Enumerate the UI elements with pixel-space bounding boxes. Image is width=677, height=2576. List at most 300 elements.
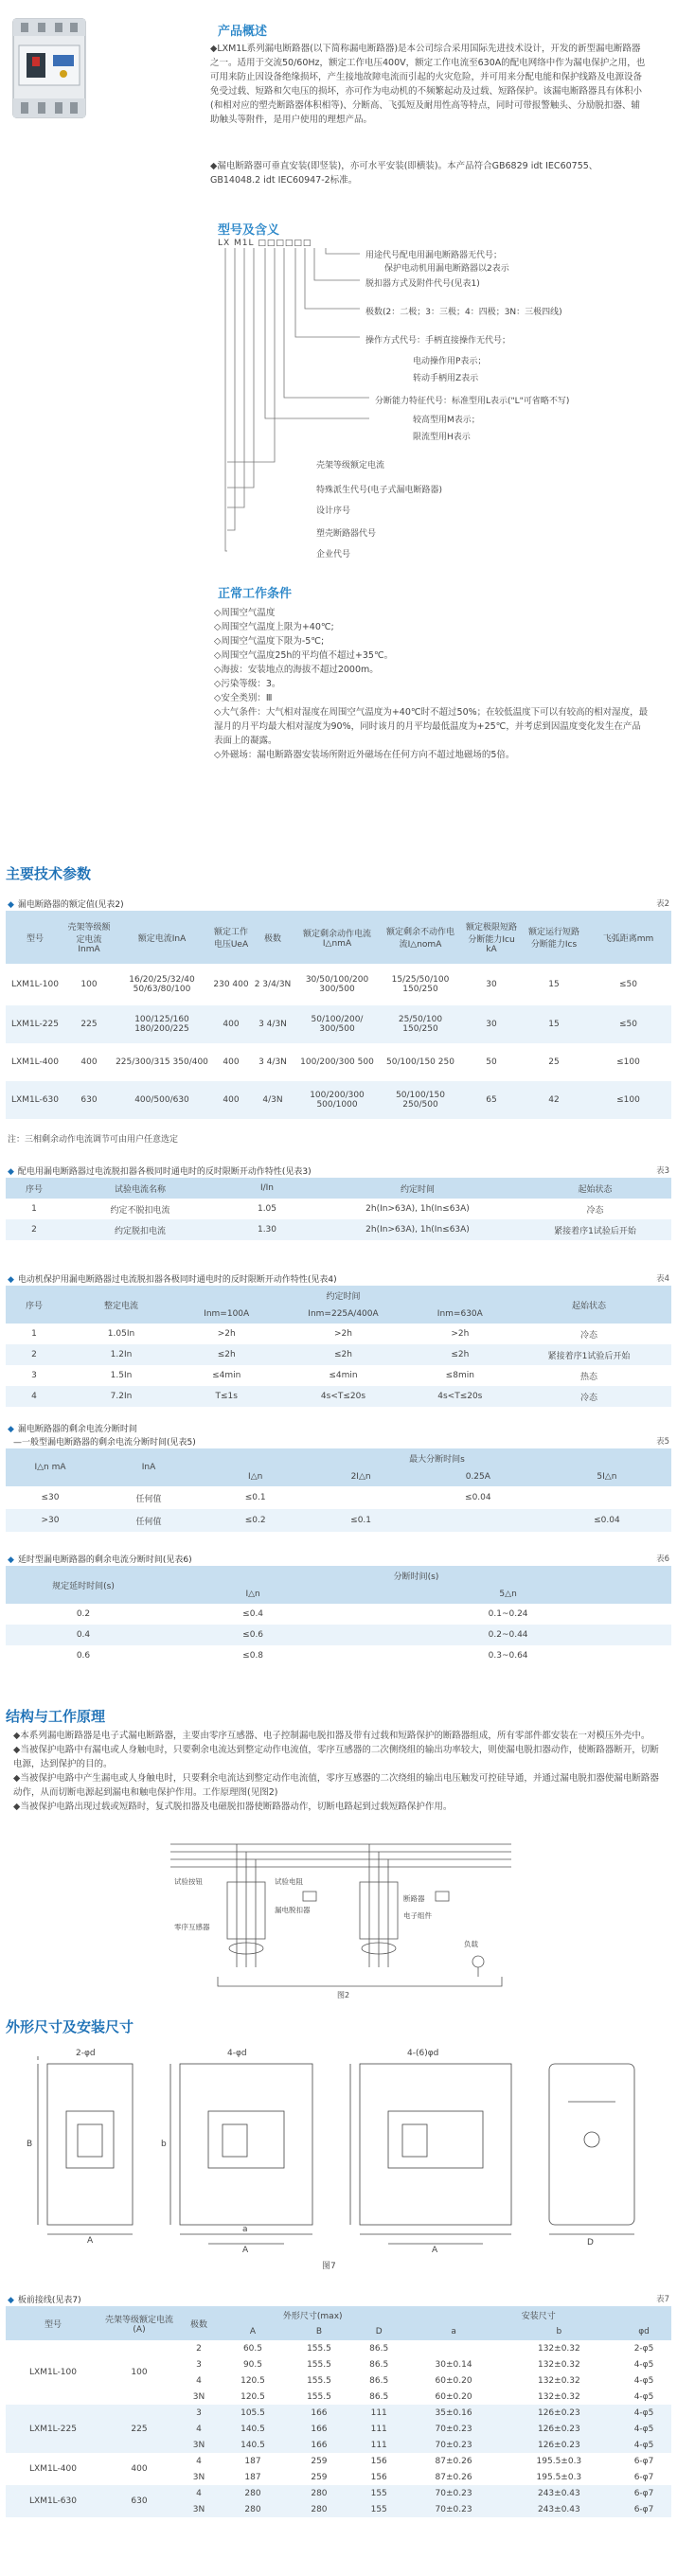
t4-cell: >2h	[217, 1329, 236, 1339]
table7	[6, 2306, 671, 2517]
t7-cell: 70±0.23	[435, 2424, 472, 2434]
t6-cell: 0.3~0.64	[488, 1651, 528, 1661]
t4-cell: 热态	[579, 1372, 597, 1382]
t2-cell: LXM1L-630	[11, 1095, 59, 1105]
table4-number: 表4	[656, 1274, 669, 1284]
t7-cell: 140.5	[241, 2424, 265, 2434]
t7-cell: 140.5	[241, 2440, 265, 2450]
table6-number: 表6	[656, 1554, 669, 1564]
view3-holes: 4-(6)φd	[407, 2049, 439, 2058]
fig-label-trip-unit: 漏电脱扣器	[275, 1906, 311, 1914]
t7-sub3: a	[451, 2327, 456, 2336]
model-left-0: 壳架等级额定电流	[316, 461, 385, 471]
t7-cell: 126±0.23	[537, 2440, 580, 2450]
fig-label-test-resistor: 试验电阻	[275, 1877, 303, 1886]
t4-cell: >2h	[334, 1329, 352, 1339]
t7-frame-cell: 100	[131, 2368, 148, 2377]
t7-sub0: A	[249, 2327, 257, 2336]
t2-cell: 15	[548, 1020, 560, 1029]
table7-caption: ◆ 板前接线(见表7)	[8, 2296, 81, 2305]
table-row	[6, 1043, 671, 1081]
structure-item: ◆本系列漏电断路器是电子式漏电断路器，主要由零序互感器、电子控制漏电脱扣器及带有过载和短路保护的断路器组成，所有零部件都安装在一对模压外壳中。	[13, 1731, 650, 1741]
table2-number: 表2	[656, 899, 669, 909]
t7-cell: 155	[370, 2504, 387, 2514]
table-row	[6, 2453, 671, 2469]
table2	[6, 911, 671, 1119]
t4-sub1: Inm=225A/400A	[308, 1309, 379, 1319]
t7-cell: 60±0.20	[435, 2391, 472, 2402]
model-right-3: 极数(2：二极；3：三极；4：四极；3N：三极四线)	[365, 308, 562, 317]
t4-cell: ≤2h	[451, 1350, 470, 1359]
t7-cell: 4	[196, 2424, 202, 2434]
t3-cell: 冷态	[586, 1205, 604, 1216]
section-title-tech: 主要技术参数	[6, 865, 92, 882]
product-photo	[9, 13, 90, 122]
t2-h0: 型号	[26, 933, 44, 944]
table-row	[6, 1365, 671, 1386]
working-principle-diagram	[161, 1835, 521, 1998]
t5-cell: ≤0.1	[244, 1493, 266, 1502]
t2-cell: 225	[80, 1020, 98, 1029]
t3-cell: 1.30	[257, 1225, 277, 1235]
t3-h1: 试验电流名称	[114, 1184, 166, 1195]
t4-h0: 序号	[25, 1301, 43, 1311]
t7-cell: 4-φ5	[633, 2440, 654, 2450]
t4-cell: 2	[31, 1350, 37, 1359]
t2-cell: 15/25/50/100 150/250	[391, 975, 450, 994]
t4-h2: 约定时间	[326, 1291, 361, 1302]
t7-cell: 132±0.32	[537, 2359, 580, 2370]
t5-sub2: 0.25A	[465, 1472, 490, 1482]
condition-item: ◇污染等级：3。	[214, 679, 281, 689]
t2-h3: 额定工作电压UeA	[213, 928, 249, 950]
t3-h2: I/In	[259, 1183, 275, 1193]
t7-frame-cell: 630	[131, 2496, 148, 2506]
t3-cell: 约定脱扣电流	[114, 1226, 166, 1236]
t4-cell: 7.2In	[110, 1392, 133, 1401]
dim-letter-A-3: A	[432, 2246, 438, 2255]
t7-cell: 90.5	[242, 2359, 262, 2370]
fig-label-breaker: 断路器	[403, 1894, 425, 1903]
t2-cell: 16/20/25/32/40 50/63/80/100	[129, 975, 195, 994]
t7-h1: 壳架等级额定电流(A)	[104, 2315, 173, 2335]
t2-h2: 额定电流InA	[137, 933, 187, 944]
t3-cell: 2h(In>63A), 1h(In≤63A)	[365, 1204, 470, 1214]
t7-cell: 155.5	[307, 2343, 331, 2354]
t2-cell: 30/50/100/200 300/500	[305, 975, 369, 994]
overview-paragraph-1: ◆LXM1L系列漏电断路器(以下简称漏电断路器)是本公司综合采用国际先进技术设计，开发的新型漏电断路器之一。适用于交流50/60Hz，额定工作电压400V，额定工作电流至630A的配电网络中作为漏电保护之用，也可用来防止因设备绝缘损坏，产生接地故障电流而引起的火灾危险，并可用来分配电能和保护线路及电源设备免受过载、短路和欠电压的损坏，亦可作为电动机的不频繁起动及过载、短路保护。该漏电断路器具有体积小(和相对应的塑壳断路器体积相等)、分断高、飞弧短及耐用性高等特点，同时可带报警触头、分励脱扣器、辅助触头等附件，是用户使用的理想产品。	[210, 44, 646, 125]
t5-sub3: 5I△n	[597, 1472, 617, 1482]
t2-cell: 25	[548, 1057, 560, 1067]
t7-cell: 111	[370, 2424, 387, 2434]
t4-h1: 整定电流	[103, 1301, 138, 1311]
t7-cell: 280	[244, 2504, 261, 2514]
fig-label-test-button: 试验按钮	[174, 1877, 203, 1886]
t5-cell: ≤30	[41, 1493, 60, 1502]
t5-cell: >30	[41, 1516, 60, 1525]
table2-caption: ◆ 漏电断路器的额定值(见表2)	[8, 900, 124, 910]
t7-cell: 2-φ5	[633, 2343, 654, 2354]
t3-cell: 2	[31, 1225, 37, 1235]
structure-list	[13, 1729, 667, 1814]
section-title-structure: 结构与工作原理	[6, 1708, 106, 1725]
table-row	[6, 1509, 671, 1532]
table-row	[6, 2405, 671, 2421]
t7-cell: 111	[370, 2440, 387, 2450]
t3-cell: 紧接着序1试验后开始	[554, 1226, 636, 1236]
t7-cell: 3	[196, 2407, 202, 2418]
t7-cell: 4	[196, 2456, 202, 2466]
t4-cell: 冷态	[579, 1393, 597, 1403]
t4-cell: 4s<T≤20s	[320, 1392, 366, 1401]
t2-h8: 额定运行短路分断能力Ics	[527, 928, 579, 950]
t2-cell: 65	[486, 1095, 497, 1105]
t7-cell: 155.5	[307, 2375, 331, 2386]
t7-cell: 4	[196, 2488, 202, 2498]
t2-h9: 飞弧距离mm	[602, 933, 654, 944]
t7-cell: 280	[311, 2504, 328, 2514]
table-row	[6, 1199, 671, 1219]
t7-cell: 120.5	[241, 2375, 265, 2386]
view1-holes: 2-φd	[76, 2049, 96, 2058]
table-row	[6, 2485, 671, 2501]
t4-cell: ≤4min	[212, 1371, 241, 1380]
t5-cell	[414, 1509, 543, 1532]
t2-cell: 100	[80, 980, 98, 989]
t2-cell: 100/125/160 180/200/225	[134, 1015, 189, 1034]
t4-cell: T≤1s	[215, 1392, 238, 1401]
table6	[6, 1566, 671, 1666]
t7-cell: 243±0.43	[537, 2488, 580, 2498]
table4-caption: ◆ 电动机保护用漏电断路器过电流脱扣器各极同时通电时的反时限断开动作特性(见表4)	[8, 1275, 337, 1285]
dimension-drawings	[19, 2045, 663, 2272]
t7-cell: 195.5±0.3	[536, 2456, 582, 2466]
t7-cell: 156	[370, 2456, 387, 2466]
t7-cell: 126±0.23	[537, 2407, 580, 2418]
t2-cell: 230 400	[213, 980, 249, 989]
dim-letter-b: b	[161, 2140, 167, 2149]
t3-cell: 1.05	[257, 1204, 277, 1214]
model-right-6: 转动手柄用Z表示	[413, 374, 479, 383]
t7-h3: 外形尺寸(max)	[282, 2311, 343, 2321]
t7-cell: 120.5	[241, 2391, 265, 2402]
model-right-5: 电动操作用P表示；	[413, 357, 487, 366]
dim-letter-A-1: A	[87, 2236, 94, 2246]
t7-cell: 70±0.23	[435, 2440, 472, 2450]
table-row	[6, 1219, 671, 1240]
t7-cell: 87±0.26	[435, 2456, 472, 2466]
section-title-conditions: 正常工作条件	[218, 587, 293, 601]
t7-cell: 6-φ7	[633, 2488, 654, 2498]
model-right-1: 保护电动机用漏电断路器以2表示	[384, 264, 509, 274]
t5-cell: 任何值	[135, 1517, 162, 1527]
t3-cell: 2h(In>63A), 1h(In≤63A)	[365, 1225, 470, 1235]
t2-cell: 400/500/630	[134, 1095, 189, 1105]
t2-cell: LXM1L-400	[11, 1057, 59, 1067]
table5	[6, 1448, 671, 1532]
fig7-caption: 图7	[322, 2262, 336, 2271]
t7-cell: 4-φ5	[633, 2424, 654, 2434]
t4-cell: 3	[31, 1371, 37, 1380]
t4-cell: ≤8min	[445, 1371, 474, 1380]
model-right-8: 较高型用M表示；	[413, 416, 480, 425]
t5-cell: 任何值	[135, 1494, 162, 1504]
t2-cell: 2 3/4/3N	[254, 980, 292, 989]
t7-cell: 6-φ7	[633, 2472, 654, 2482]
t3-h3: 约定时间	[400, 1184, 435, 1195]
t5-cell	[543, 1486, 671, 1509]
t7-cell: 3	[196, 2359, 202, 2370]
t2-cell: 630	[80, 1095, 98, 1105]
t4-cell: ≤2h	[217, 1350, 236, 1359]
condition-item: ◇大气条件：大气相对湿度在周围空气温度为+40℃时不超过50%；在较低温度下可以有较高的相对湿度，最湿月的月平均最大相对湿度为90%，同时该月的月平均最低温度为+25℃，并考虑到因温度变化发生在产品表面上的凝露。	[214, 707, 649, 746]
model-left-2: 设计序号	[316, 506, 351, 516]
model-left-1: 特殊派生代号(电子式漏电断路器)	[316, 486, 443, 495]
t2-h7: 额定极限短路分断能力Icu kA	[465, 923, 517, 954]
t2-cell: 50	[486, 1057, 497, 1067]
condition-item: ◇安全类别：Ⅲ	[214, 693, 273, 703]
t4-cell: 冷态	[579, 1330, 597, 1341]
t7-cell: 105.5	[241, 2407, 265, 2418]
t4-cell: 1.5In	[110, 1371, 133, 1380]
structure-item: ◆当被保护电路出现过载或短路时，复式脱扣器及电磁脱扣器使断路器动作，切断电路起到过载短路保护作用。	[13, 1802, 453, 1812]
model-left-3: 塑壳断路器代号	[316, 529, 377, 539]
t7-cell: 6-φ7	[633, 2504, 654, 2514]
t6-cell: ≤0.4	[242, 1609, 264, 1619]
t6-cell: 0.2~0.44	[488, 1630, 528, 1640]
t7-cell: 243±0.43	[537, 2504, 580, 2514]
t7-cell: 30±0.14	[435, 2359, 472, 2370]
condition-item: ◇周围空气温度	[214, 608, 276, 618]
t7-cell: 132±0.32	[537, 2375, 580, 2386]
t7-cell: 280	[244, 2488, 261, 2498]
t4-cell: 1.2In	[110, 1350, 133, 1359]
dim-letter-B: B	[27, 2140, 33, 2149]
t2-cell: 225/300/315 350/400	[116, 1057, 208, 1067]
t5-h1: InA	[141, 1463, 156, 1472]
section-title-dims: 外形尺寸及安装尺寸	[6, 2018, 134, 2035]
table3	[6, 1178, 671, 1240]
t7-cell: 126±0.23	[537, 2424, 580, 2434]
t4-cell: 1	[31, 1329, 37, 1339]
t2-cell: LXM1L-225	[11, 1020, 59, 1029]
t2-cell: 15	[548, 980, 560, 989]
model-right-4: 操作方式代号：手柄直接操作无代号；	[365, 336, 511, 346]
t7-sub2: D	[375, 2327, 383, 2336]
t2-cell: ≤50	[619, 1020, 637, 1029]
t6-cell: 0.6	[76, 1651, 91, 1661]
t7-cell: 4-φ5	[633, 2375, 654, 2386]
t2-cell: 30	[486, 980, 497, 989]
t2-cell: 3 4/3N	[258, 1057, 287, 1067]
t2-cell: 42	[548, 1095, 560, 1105]
t2-h5: 额定剩余动作电流I△nmA	[302, 929, 371, 949]
t6-cell: 0.4	[76, 1630, 91, 1640]
table4	[6, 1286, 671, 1407]
condition-item: ◇周围空气温度上限为+40℃;	[214, 622, 334, 632]
t6-h1: 分断时间(s)	[393, 1572, 439, 1582]
t7-cell: 4-φ5	[633, 2359, 654, 2370]
t4-sub0: Inm=100A	[204, 1309, 250, 1319]
t7-model-cell: LXM1L-630	[29, 2496, 77, 2506]
condition-item: ◇周围空气温度25h的平均值不超过+35℃。	[214, 650, 394, 661]
condition-item: ◇外磁场：漏电断路器安装场所附近外磁场在任何方向不超过地磁场的5倍。	[214, 750, 515, 760]
table-row	[6, 1604, 671, 1625]
t4-cell: 4s<T≤20s	[437, 1392, 483, 1401]
t7-cell: 195.5±0.3	[536, 2472, 582, 2482]
t4-cell: ≤4min	[329, 1371, 358, 1380]
t2-cell: 50/100/150 250	[386, 1057, 454, 1067]
t4-cell: 4	[31, 1392, 37, 1401]
t6-sub1: 5△n	[499, 1590, 517, 1599]
t7-cell: 70±0.23	[435, 2504, 472, 2514]
t5-cell: ≤0.2	[244, 1516, 266, 1525]
structure-item: ◆当被保护电路中有漏电或人身触电时，只要剩余电流达到整定动作电流值，零序互感器的二次侧绕组的输出功率较大，则使漏电脱扣器动作，使断路器断开，切断电源，达到保护的目的。	[13, 1745, 659, 1769]
table-row	[6, 1324, 671, 1344]
condition-item: ◇周围空气温度下限为-5℃;	[214, 636, 325, 647]
t7-cell: 280	[311, 2488, 328, 2498]
section-title-model: 型号及含义	[218, 223, 280, 238]
t2-cell: 400	[223, 1057, 240, 1067]
t7-cell: 259	[311, 2472, 328, 2482]
t3-cell: 约定不脱扣电流	[110, 1205, 170, 1216]
t7-cell: 187	[244, 2472, 261, 2482]
t5-sub0: I△n	[248, 1472, 263, 1482]
table-row	[6, 1625, 671, 1645]
t7-cell: 87±0.26	[435, 2472, 472, 2482]
t7-cell: 259	[311, 2456, 328, 2466]
t5-cell: ≤0.04	[594, 1516, 620, 1525]
table-row	[6, 1081, 671, 1119]
fig-label-load: 负载	[464, 1940, 478, 1948]
t2-h4: 极数	[263, 933, 281, 944]
conditions-list	[214, 606, 650, 762]
t5-cell: ≤0.1	[350, 1516, 372, 1525]
dim-letter-D: D	[587, 2238, 594, 2247]
t7-cell: 4-φ5	[633, 2391, 654, 2402]
t7-cell	[405, 2340, 501, 2356]
t2-cell: ≤100	[616, 1095, 640, 1105]
dim-letter-A-2: A	[242, 2246, 249, 2255]
t7-cell: 111	[370, 2407, 387, 2418]
table5-caption-1: ◆ 漏电断路器的剩余电流分断时间	[8, 1425, 137, 1434]
t4-sub2: Inm=630A	[436, 1309, 483, 1319]
t7-cell: 86.5	[369, 2359, 389, 2370]
t2-cell: 50/100/150 250/500	[396, 1091, 445, 1110]
t2-cell: 3 4/3N	[258, 1020, 287, 1029]
model-right-0: 用途代号配电用漏电断路器无代号；	[365, 251, 503, 260]
table2-note: 注：三相剩余动作电流调节可由用户任意选定	[8, 1135, 179, 1145]
model-code-diagram	[218, 239, 634, 570]
t2-h1: 壳架等级额定电流InmA	[67, 923, 111, 954]
condition-item: ◇海拔：安装地点的海拔不超过2000m。	[214, 665, 379, 675]
t7-cell: 156	[370, 2472, 387, 2482]
t5-h2: 最大分断时间s	[409, 1454, 465, 1465]
t2-cell: 50/100/200/ 300/500	[311, 1015, 364, 1034]
t7-cell: 86.5	[369, 2391, 389, 2402]
t7-cell: 86.5	[369, 2343, 389, 2354]
t4-cell: ≤2h	[334, 1350, 352, 1359]
t3-h4: 起始状态	[578, 1184, 613, 1195]
t7-cell: 3N	[192, 2391, 205, 2402]
fig2-caption: 图2	[337, 1991, 350, 1999]
t7-sub1: B	[315, 2327, 323, 2336]
t7-cell: 6-φ7	[633, 2456, 654, 2466]
overview-paragraph-2: ◆漏电断路器可垂直安装(即竖装)，亦可水平安装(即横装)。本产品符合GB6829 idt IEC60755、GB14048.2 idt IEC60947-2标准。	[210, 161, 598, 186]
t2-cell: 4/3N	[262, 1095, 283, 1105]
t2-cell: 400	[223, 1020, 240, 1029]
model-left-4: 企业代号	[316, 550, 351, 560]
table-row	[6, 964, 671, 1005]
model-code: LX M1L □□□□□□	[218, 239, 312, 248]
t2-cell: 400	[223, 1095, 240, 1105]
t2-cell: 30	[486, 1020, 497, 1029]
t7-cell: 166	[311, 2440, 328, 2450]
t7-model-cell: LXM1L-225	[29, 2424, 77, 2434]
table5-caption-2: —一般型漏电断路器的剩余电流分断时间(见表5)	[13, 1438, 196, 1448]
t7-cell: 60±0.20	[435, 2375, 472, 2386]
t3-h0: 序号	[25, 1184, 43, 1195]
t7-cell: 166	[311, 2407, 328, 2418]
t7-cell: 3N	[192, 2504, 205, 2514]
t2-cell: 100/200/300 500	[300, 1057, 374, 1067]
view2-holes: 4-φd	[227, 2049, 247, 2058]
model-right-7: 分断能力特征代号：标准型用L表示("L"可省略不写)	[375, 397, 570, 406]
t6-cell: 0.2	[76, 1609, 91, 1619]
t7-cell: 3N	[192, 2472, 205, 2482]
t2-cell: 100/200/300 500/1000	[310, 1091, 365, 1110]
t2-cell: LXM1L-100	[11, 980, 59, 989]
t7-cell: 35±0.16	[435, 2407, 472, 2418]
t7-model-cell: LXM1L-100	[29, 2368, 77, 2377]
t4-cell: 1.05In	[107, 1329, 135, 1339]
t7-cell: 166	[311, 2424, 328, 2434]
t6-h0: 规定延时时间(s)	[52, 1581, 115, 1591]
t7-h0: 型号	[44, 2319, 62, 2330]
table6-caption: ◆ 延时型漏电断路器的剩余电流分断时间(见表6)	[8, 1555, 192, 1565]
t2-cell: ≤50	[619, 980, 637, 989]
t2-h6: 额定剩余不动作电流I△nomA	[385, 928, 454, 950]
table-row	[6, 1344, 671, 1365]
table3-number: 表3	[656, 1166, 669, 1176]
t2-cell: 400	[80, 1057, 98, 1067]
t7-cell: 70±0.23	[435, 2488, 472, 2498]
t6-cell: ≤0.6	[242, 1630, 264, 1640]
t5-cell	[308, 1486, 413, 1509]
t4-h3: 起始状态	[571, 1301, 606, 1311]
t7-cell: 4-φ5	[633, 2407, 654, 2418]
t2-cell: ≤100	[616, 1057, 640, 1067]
model-right-9: 限流型用H表示	[413, 433, 471, 442]
t7-cell: 132±0.32	[537, 2391, 580, 2402]
t6-cell: 0.1~0.24	[488, 1609, 528, 1619]
t7-model-cell: LXM1L-400	[29, 2464, 77, 2474]
table-row	[6, 1386, 671, 1407]
model-right-2: 脱扣器方式及附件代号(见表1)	[365, 279, 480, 289]
t6-cell: ≤0.8	[242, 1651, 264, 1661]
t5-cell: ≤0.04	[465, 1493, 491, 1502]
t7-sub4: b	[556, 2327, 562, 2336]
t7-cell: 60.5	[242, 2343, 262, 2354]
t2-cell: 25/50/100 150/250	[398, 1015, 443, 1034]
t7-frame-cell: 225	[131, 2424, 148, 2434]
t7-cell: 86.5	[369, 2375, 389, 2386]
table5-number: 表5	[656, 1437, 669, 1447]
table3-caption: ◆ 配电用漏电断路器过电流脱扣器各极同时通电时的反时限断开动作特性(见表3)	[8, 1167, 312, 1177]
t3-cell: 1	[31, 1204, 37, 1214]
section-title-overview: 产品概述	[218, 25, 268, 39]
t7-cell: 132±0.32	[537, 2343, 580, 2354]
